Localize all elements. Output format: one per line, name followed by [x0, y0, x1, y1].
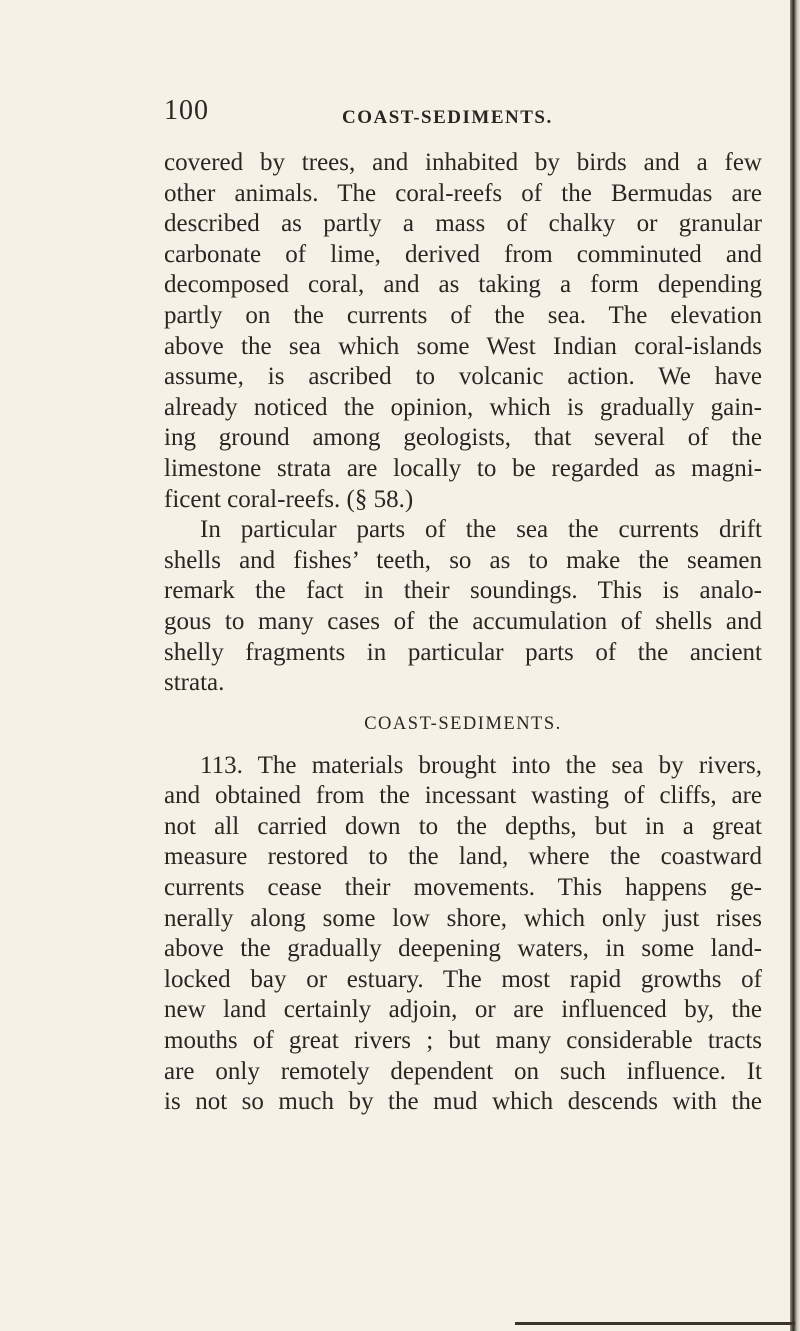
text-line: other animals. The coral-reefs of the Bermudas are: [164, 179, 762, 207]
text-line: carbonate of lime, derived from comminuted and: [164, 240, 762, 268]
text-line: new land certainly adjoin, or are influenced by, the: [164, 996, 762, 1024]
text-line: 113. The materials brought into the sea by rivers,: [200, 751, 762, 779]
text-line: above the gradually deepening waters, in some land-: [164, 935, 762, 963]
page-number: 100: [164, 95, 209, 126]
paragraph-2: [164, 515, 762, 699]
text-line: In particular parts of the sea the currents drift: [200, 516, 762, 544]
text-line: limestone strata are locally to be regarded as magni-: [164, 454, 762, 482]
paragraph-3: [164, 751, 762, 1118]
text-line: decomposed coral, and as taking a form depending: [164, 271, 762, 299]
text-line: locked bay or estuary. The most rapid growths of: [164, 965, 762, 993]
section-heading: COAST-SEDIMENTS.: [364, 713, 562, 734]
page-header: [164, 95, 556, 135]
text-line: ing ground among geologists, that several of the: [164, 424, 762, 452]
text-line: strata.: [164, 669, 225, 697]
running-title: COAST-SEDIMENTS.: [342, 107, 553, 128]
text-line: measure restored to the land, where the coastward: [164, 843, 762, 871]
paragraph-1: [164, 148, 762, 515]
page-edge-shadow: [790, 0, 800, 1331]
body-text: [164, 148, 762, 1118]
text-line: are only remotely dependent on such influence. It: [164, 1057, 762, 1085]
text-line: shelly fragments in particular parts of the ancient: [164, 638, 762, 666]
text-line: already noticed the opinion, which is gradually gain-: [164, 393, 762, 421]
text-line: not all carried down to the depths, but in a great: [164, 812, 762, 840]
text-line: gous to many cases of the accumulation of shells and: [164, 607, 762, 635]
text-line: and obtained from the incessant wasting of cliffs, are: [164, 782, 762, 810]
text-line: ficent coral-reefs. (§ 58.): [164, 485, 414, 513]
text-line: is not so much by the mud which descends with the: [164, 1088, 762, 1116]
text-line: above the sea which some West Indian coral-islands: [164, 332, 762, 360]
text-line: remark the fact in their soundings. This is analo-: [164, 577, 762, 605]
text-line: partly on the currents of the sea. The elevation: [164, 301, 762, 329]
text-line: shells and fishes’ teeth, so as to make the seamen: [164, 546, 762, 574]
text-line: nerally along some low shore, which only just rises: [164, 904, 762, 932]
page-bottom-edge: [515, 1322, 795, 1325]
text-line: covered by trees, and inhabited by birds and a few: [164, 149, 762, 176]
text-line: described as partly a mass of chalky or granular: [164, 210, 762, 238]
text-line: assume, is ascribed to volcanic action. We have: [164, 363, 762, 391]
text-line: currents cease their movements. This happens ge-: [164, 874, 762, 902]
text-line: mouths of great rivers ; but many considerable tracts: [164, 1027, 762, 1055]
